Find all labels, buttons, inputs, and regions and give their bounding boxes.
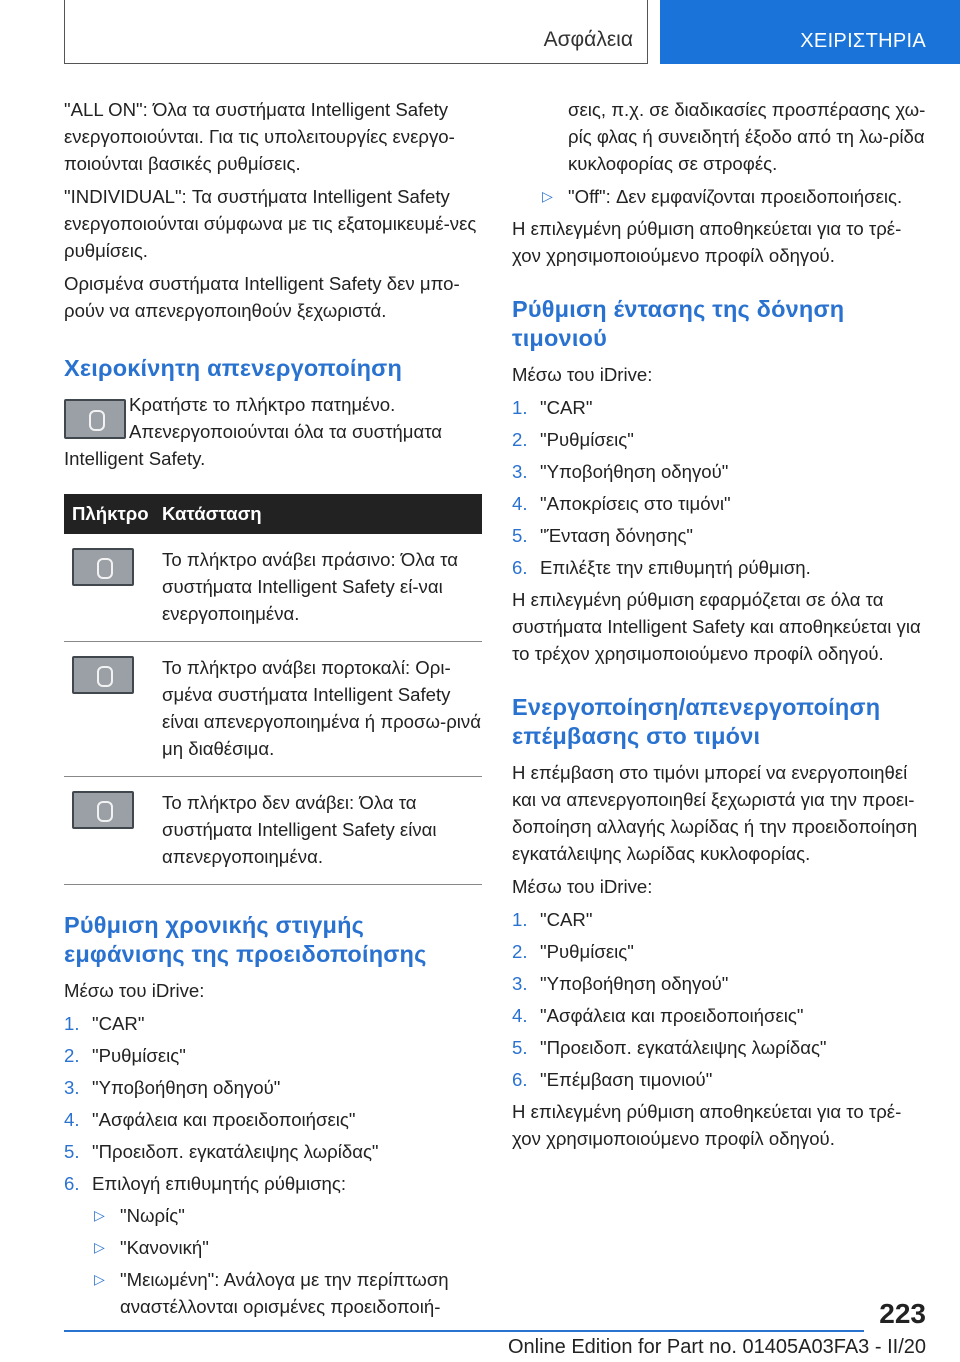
button-off-icon bbox=[72, 791, 134, 829]
vibration-steps bbox=[512, 394, 930, 581]
table-row bbox=[64, 777, 482, 885]
paragraph-some-systems: Ορισμένα συστήματα Intelligent Safety δεν μπο‐ρούν να απενεργοποιηθούν ξεχωριστά. bbox=[64, 273, 460, 321]
list-item: 3. "Υποβοήθηση οδηγού" bbox=[512, 461, 729, 482]
left-column bbox=[64, 96, 482, 1325]
list-item: ▷ "Κανονική" bbox=[92, 1234, 482, 1261]
instruction-line-3: Intelligent Safety. bbox=[64, 448, 206, 469]
list-item: ▷ "Μειωμένη": Ανάλογα με την περίπτωση αναστέλλονται ορισμένες προειδοποιή‐ bbox=[92, 1266, 482, 1320]
triangle-bullet-icon: ▷ bbox=[94, 1271, 105, 1287]
paragraph-saved: Η επιλεγμένη ρύθμιση αποθηκεύεται για το τρέ‐χον χρησιμοποιούμενο προφίλ οδηγού. bbox=[512, 218, 902, 266]
list-item: ▷ "Νωρίς" bbox=[92, 1202, 482, 1229]
via-idrive: Μέσω του iDrive: bbox=[512, 876, 653, 897]
page-number: 223 bbox=[879, 1298, 926, 1329]
status-green: Το πλήκτρο ανάβει πράσινο: Όλα τα συστήματα Intelligent Safety εί‐ναι ενεργοποιημένα. bbox=[154, 534, 482, 642]
via-idrive: Μέσω του iDrive: bbox=[64, 980, 205, 1001]
list-item: 2. "Ρυθμίσεις" bbox=[512, 941, 634, 962]
list-item: 6. Επιλογή επιθυμητής ρύθμισης: bbox=[64, 1173, 347, 1194]
table-row bbox=[64, 642, 482, 777]
list-item: ▷ "Off": Δεν εμφανίζονται προειδοποιήσεις. bbox=[540, 183, 930, 210]
button-status-table bbox=[64, 494, 482, 885]
paragraph-individual: "INDIVIDUAL": Τα συστήματα Intelligent Safety ενεργοποιούνται σύμφωνα με τις εξατομικευμέ‐νες ρυθμίσεις. bbox=[64, 186, 477, 261]
timing-options bbox=[92, 1202, 482, 1320]
heading-manual-deactivation: Χειροκίνητη απενεργοποίηση bbox=[64, 355, 403, 381]
intelligent-safety-button-icon bbox=[64, 399, 126, 439]
button-green-icon bbox=[72, 548, 134, 586]
table-header-status: Κατάσταση bbox=[154, 494, 482, 534]
triangle-bullet-icon: ▷ bbox=[542, 188, 553, 204]
timing-steps bbox=[64, 1010, 482, 1197]
paragraph-steering: Η επέμβαση στο τιμόνι μπορεί να ενεργοποιηθεί και να απενεργοποιηθεί ξεχωριστά για την προει‐δοποίηση αλλαγής λωρίδας ή την προειδοποίηση εγκατάλειψης λωρίδας κυκλοφορίας. bbox=[512, 762, 918, 864]
right-column bbox=[512, 96, 930, 1158]
header-section-box bbox=[64, 0, 648, 64]
list-item: 2. "Ρυθμίσεις" bbox=[512, 429, 634, 450]
list-item: 5. "Προειδοπ. εγκατάλειψης λωρίδας" bbox=[512, 1037, 827, 1058]
list-item: 4. "Αποκρίσεις στο τιμόνι" bbox=[512, 493, 731, 514]
list-item: 2. "Ρυθμίσεις" bbox=[64, 1045, 186, 1066]
chapter-tab[interactable] bbox=[660, 0, 960, 64]
footer-divider bbox=[64, 1330, 864, 1332]
list-item: 1. "CAR" bbox=[512, 909, 593, 930]
list-item: 1. "CAR" bbox=[512, 397, 593, 418]
paragraph-applies: Η επιλεγμένη ρύθμιση εφαρμόζεται σε όλα τα συστήματα Intelligent Safety και αποθηκεύεται για το τρέχον χρησιμοποιούμενο προφίλ οδηγού. bbox=[512, 589, 921, 664]
list-item: 3. "Υποβοήθηση οδηγού" bbox=[64, 1077, 281, 1098]
list-item: 1. "CAR" bbox=[64, 1013, 145, 1034]
table-row bbox=[64, 534, 482, 642]
list-item: 4. "Ασφάλεια και προειδοποιήσεις" bbox=[64, 1109, 356, 1130]
triangle-bullet-icon: ▷ bbox=[94, 1207, 105, 1223]
list-item: 3. "Υποβοήθηση οδηγού" bbox=[512, 973, 729, 994]
chapter-title: ΧΕΙΡΙΣΤΗΡΙΑ bbox=[800, 30, 926, 52]
heading-steering-intervention: Ενεργοποίηση/απενεργοποίηση επέμβασης στο τιμόνι bbox=[512, 694, 881, 749]
list-item: 6. "Επέμβαση τιμονιού" bbox=[512, 1069, 713, 1090]
heading-vibration: Ρύθμιση έντασης της δόνηση τιμονιού bbox=[512, 296, 845, 351]
section-title: Ασφάλεια bbox=[543, 28, 633, 51]
paragraph-saved: Η επιλεγμένη ρύθμιση αποθηκεύεται για το τρέ‐χον χρησιμοποιούμενο προφίλ οδηγού. bbox=[512, 1101, 902, 1149]
triangle-bullet-icon: ▷ bbox=[94, 1239, 105, 1255]
timing-options-cont bbox=[540, 183, 930, 210]
list-item: 5. "Ένταση δόνησης" bbox=[512, 525, 693, 546]
list-item: 6. Επιλέξτε την επιθυμητή ρύθμιση. bbox=[512, 557, 811, 578]
footer-edition: Online Edition for Part no. 01405A03FA3 - II/20 bbox=[507, 1336, 926, 1358]
bullet-continuation: σεις, π.χ. σε διαδικασίες προσπέρασης χω‐ρίς φλας ή συνειδητή έξοδο από τη λω‐ρίδα κυκλοφορίας σε στροφές. bbox=[568, 99, 926, 174]
heading-warning-timing: Ρύθμιση χρονικής στιγμής εμφάνισης της προειδοποίησης bbox=[64, 912, 427, 967]
list-item: 4. "Ασφάλεια και προειδοποιήσεις" bbox=[512, 1005, 804, 1026]
list-item: 5. "Προειδοπ. εγκατάλειψης λωρίδας" bbox=[64, 1141, 379, 1162]
instruction-line-1: Κρατήστε το πλήκτρο πατημένο. bbox=[129, 394, 396, 415]
status-off: Το πλήκτρο δεν ανάβει: Όλα τα συστήματα Intelligent Safety είναι απενεργοποιημένα. bbox=[154, 777, 482, 885]
button-instruction bbox=[64, 391, 482, 451]
status-orange: Το πλήκτρο ανάβει πορτοκαλί: Ορι‐σμένα συστήματα Intelligent Safety είναι απενεργοποιημένα ή προσω‐ρινά μη διαθέσιμα. bbox=[154, 642, 482, 777]
via-idrive: Μέσω του iDrive: bbox=[512, 364, 653, 385]
table-header-button: Πλήκτρο bbox=[64, 494, 154, 534]
instruction-line-2: Απενεργοποιούνται όλα τα συστήματα bbox=[129, 421, 443, 442]
steering-steps bbox=[512, 906, 930, 1093]
paragraph-all-on: "ALL ON": Όλα τα συστήματα Intelligent Safety ενεργοποιούνται. Για τις υπολειτουργίες ενεργο‐ποιούνται βασικές ρυθμίσεις. bbox=[64, 99, 455, 174]
button-orange-icon bbox=[72, 656, 134, 694]
